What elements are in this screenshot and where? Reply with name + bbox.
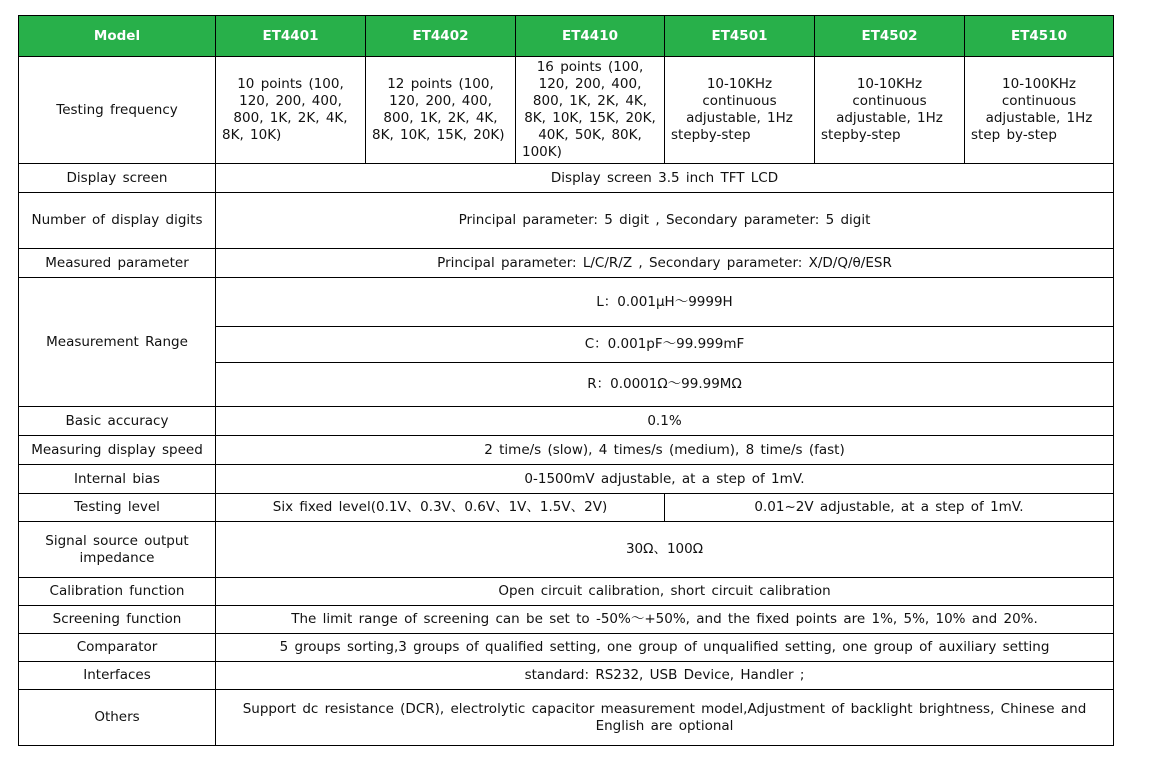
model-et4410: ET4410 [516, 16, 665, 57]
testing-level-adjustable: 0.01~2V adjustable, at a step of 1mV. [665, 494, 1114, 522]
row-testing-level [19, 494, 1114, 522]
row-value: Open circuit calibration, short circuit calibration [216, 578, 1114, 606]
row-screening [19, 606, 1114, 634]
row-basic-accuracy [19, 407, 1114, 436]
row-output-impedance [19, 522, 1114, 578]
row-value: Display screen 3.5 inch TFT LCD [216, 164, 1114, 193]
range-c-value: C：0.001pF～99.999mF [216, 327, 1114, 363]
row-label: Others [19, 690, 216, 746]
model-et4502: ET4502 [815, 16, 965, 57]
row-label: Testing frequency [19, 57, 216, 164]
row-display-screen [19, 164, 1114, 193]
row-label: Comparator [19, 634, 216, 662]
freq-et4502: 10-10KHz continuous adjustable, 1Hz stepby-step [815, 57, 965, 164]
model-et4501: ET4501 [665, 16, 815, 57]
row-label: Number of display digits [19, 193, 216, 249]
model-et4401: ET4401 [216, 16, 366, 57]
row-value: standard: RS232, USB Device, Handler ; [216, 662, 1114, 690]
row-label: Basic accuracy [19, 407, 216, 436]
testing-level-fixed: Six fixed level(0.1V、0.3V、0.6V、1V、1.5V、2V) [216, 494, 665, 522]
freq-et4402: 12 points (100, 120, 200, 400, 800, 1K, 2K, 4K, 8K, 10K, 15K, 20K) [366, 57, 516, 164]
row-label: Measurement Range [19, 278, 216, 407]
row-value: Principal parameter: L/C/R/Z , Secondary parameter: X/D/Q/θ/ESR [216, 249, 1114, 278]
row-value: 2 time/s (slow), 4 times/s (medium), 8 time/s (fast) [216, 436, 1114, 465]
row-label: Interfaces [19, 662, 216, 690]
row-label: Testing level [19, 494, 216, 522]
row-value: 5 groups sorting,3 groups of qualified setting, one group of unqualified setting, one group of auxiliary setting [216, 634, 1114, 662]
model-et4402: ET4402 [366, 16, 516, 57]
freq-et4510: 10-100KHz continuous adjustable, 1Hz step by-step [965, 57, 1114, 164]
freq-et4410: 16 points (100, 120, 200, 400, 800, 1K, 2K, 4K, 8K, 10K, 15K, 20K, 40K, 50K, 80K, 100K) [516, 57, 665, 164]
row-value: 0.1% [216, 407, 1114, 436]
row-measured-parameter [19, 249, 1114, 278]
row-display-speed [19, 436, 1114, 465]
row-comparator [19, 634, 1114, 662]
spec-table [18, 15, 1114, 746]
row-interfaces [19, 662, 1114, 690]
row-calibration [19, 578, 1114, 606]
row-value: Principal parameter: 5 digit , Secondary parameter: 5 digit [216, 193, 1114, 249]
row-value: The limit range of screening can be set to -50%～+50%, and the fixed points are 1%, 5%, 10% and 20%. [216, 606, 1114, 634]
row-label: Screening function [19, 606, 216, 634]
row-label: Measured parameter [19, 249, 216, 278]
row-internal-bias [19, 465, 1114, 494]
row-label: Display screen [19, 164, 216, 193]
header-row [19, 16, 1114, 57]
row-testing-frequency [19, 57, 1114, 164]
row-label: Internal bias [19, 465, 216, 494]
model-header: Model [19, 16, 216, 57]
freq-et4501: 10-10KHz continuous adjustable, 1Hz stepby-step [665, 57, 815, 164]
range-r-value: R：0.0001Ω～99.99MΩ [216, 363, 1114, 407]
row-value: Support dc resistance (DCR), electrolytic capacitor measurement model,Adjustment of backlight brightness, Chinese and English are optional [216, 690, 1114, 746]
row-value: 0-1500mV adjustable, at a step of 1mV. [216, 465, 1114, 494]
freq-et4401: 10 points (100, 120, 200, 400, 800, 1K, 2K, 4K, 8K, 10K) [216, 57, 366, 164]
row-range-l [19, 278, 1114, 327]
row-label: Measuring display speed [19, 436, 216, 465]
row-label: Calibration function [19, 578, 216, 606]
row-value: 30Ω、100Ω [216, 522, 1114, 578]
row-label: Signal source output impedance [19, 522, 216, 578]
row-others [19, 690, 1114, 746]
row-display-digits [19, 193, 1114, 249]
range-l-value: L：0.001μH～9999H [216, 278, 1114, 327]
model-et4510: ET4510 [965, 16, 1114, 57]
